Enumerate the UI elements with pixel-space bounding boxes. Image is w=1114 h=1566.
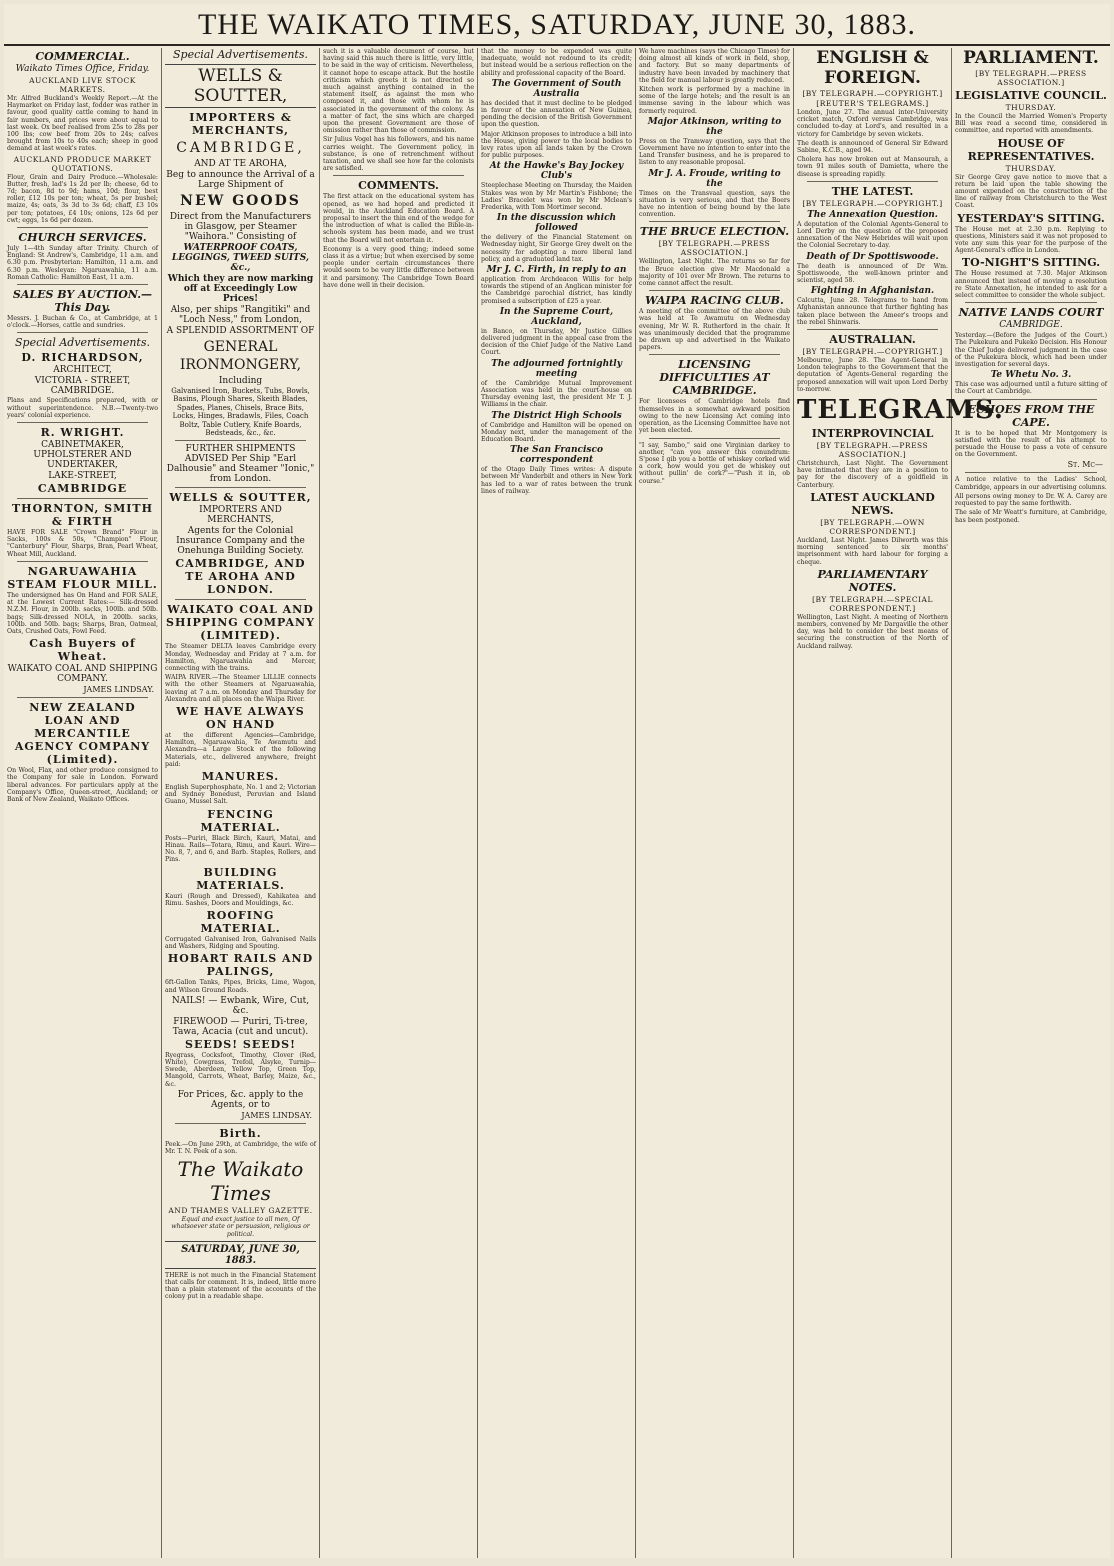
parliament-heading: PARLIAMENT. — [963, 48, 1099, 68]
divider — [649, 290, 780, 291]
firm2-town: CAMBRIDGE, AND TE AROHA AND LONDON. — [175, 557, 306, 597]
machines-text-2: Kitchen work is performed by a machine in some of the large hotels; and the result is an immense saving in the labour which was formerly required. — [639, 86, 790, 115]
afghanistan-heading: Fighting in Afghanistan. — [810, 286, 935, 297]
column-2 — [162, 48, 320, 1558]
nz-loan-text: On Wool, Flax, and other produce consigned to the Company for sale in London. Forward liberal advances. For particulars apply at the Company's Office, Queen-street, Auckland; or Bank of New Zealand, Waikato Offices. — [7, 767, 158, 803]
english-foreign-heading: ENGLISH & FOREIGN. — [816, 48, 929, 88]
wright-address: LAKE-STREET, — [48, 471, 117, 482]
annexation-text: A deputation of the Colonial Agents-General to Lord Derby on the question of the proposed annexation of the New Hebrides will wait upon the Colonial Secretary to-day. — [797, 220, 948, 250]
produce-report: Flour, Grain and Dairy Produce.—Wholesale: Butter, fresh, lad's 1s 2d per lb; cheese, 6d to 7d; bacon, 8d to 9d; hams, 10d; flour, best roller, £12 10s per ton; wheat, 5s per bushel; maize, 4s; oats, 3s 3d to 3s 6d; chaff, £3 10s per ton; potatoes, £4 10s; onions, 12s 6d per cwt; eggs, 1s 6d per dozen. — [7, 173, 158, 224]
auckland-news-heading: LATEST AUCKLAND NEWS. — [810, 490, 935, 517]
interprovincial-byline: [BY TELEGRAPH.—PRESS ASSOCIATION.] — [816, 441, 929, 460]
prices-line: For Prices, &c. apply to the Agents, or to — [177, 1089, 304, 1110]
on-hand-heading: WE HAVE ALWAYS ON HAND — [176, 705, 305, 732]
spottiswoode-text: The death is announced of Dr Wm. Spottiswoode, the well-known printer and scientist, aged 58. — [797, 262, 948, 285]
council-heading: LEGISLATIVE COUNCIL. — [955, 89, 1107, 102]
supreme-court-text: in Banco, on Thursday, Mr Justice Gillies delivered judgment in the appeal case from the decision of the Chief Judge of the Native Land Court. — [481, 327, 632, 357]
column-6 — [794, 48, 1004, 1558]
divider — [807, 329, 938, 330]
divider — [17, 332, 148, 333]
building-heading: BUILDING MATERIALS. — [196, 865, 285, 892]
licensing-heading: LICENSING DIFFICULTIES AT CAMBRIDGE. — [659, 358, 770, 398]
divider — [175, 440, 306, 441]
native-lands-subheading: CAMBRIDGE. — [999, 320, 1063, 331]
editorial-lead: THERE is not much in the Financial Statement that calls for comment. It is, indeed, little more than a plain statement of the accounts of the colony put in a readable shape. — [165, 1271, 316, 1301]
roofing-text: Corrugated Galvanised Iron, Galvanised Nails and Washers, Ridging and Spouting. — [165, 935, 316, 951]
latest-byline: [BY TELEGRAPH.—COPYRIGHT.] — [802, 198, 943, 208]
column-7 — [952, 48, 1110, 1558]
fencing-heading: FENCING MATERIAL. — [200, 807, 281, 834]
church-text: July 1—4th Sunday after Trinity. Church of England: St Andrew's, Cambridge, 11 a.m. and 6.30 p.m. Presbyterian: Hamilton, 11 a.m. and 6.30 p.m. Wesleyan: Ngaruawahia, 11 a.m. Roman Catholic: Hamilton East, 11 a.m. — [7, 245, 158, 281]
seeds-text: Ryegrass, Cocksfoot, Timothy, Clover (Red, White), Cowgrass, Trefoil, Alsyke, Turnip—Swede, Aberdeen, Yellow Top, Green Top, Mangold, Carrots, Wheat, Barley, Maize, &c., &c. — [165, 1051, 316, 1088]
echoes-heading: ECHOES FROM THE CAPE. — [967, 402, 1095, 429]
comments-text-2: Economy is a very good thing; indeed some class it as a virtue; but when exercised by some people under certain circumstances there would seem to be very little difference between it and parsimony. The Cambridge Town Board have done well in their decision. — [323, 245, 474, 289]
ironmongery-line: GENERAL IRONMONGERY, — [179, 339, 302, 373]
newspaper-title: THE WAIKATO TIMES, SATURDAY, JUNE 30, 1883. — [197, 8, 917, 41]
divider — [17, 227, 148, 228]
divider — [17, 498, 148, 499]
tonight-heading: TO-NIGHT'S SITTING. — [961, 256, 1101, 270]
special-ads-heading: Special Advertisements. — [15, 336, 150, 350]
south-australia-heading: The Government of South Australia — [491, 78, 622, 99]
fencing-text: Posts—Puriri, Black Birch, Kauri, Matai, and Hinau. Rails—Totara, Rimu, and Kauri. Wire—No. 8, 7, and 6, and Barb. Staples, Rollers, and Pins. — [165, 834, 316, 864]
echoes-text: It is to be hoped that Mr Montgomery is satisfied with the result of his attempt to persuade the House to pass a vote of censure on the Government. — [955, 429, 1107, 459]
divider — [175, 487, 306, 488]
masthead — [4, 4, 1110, 46]
waipa-river-text: WAIPA RIVER.—The Steamer LILLIE connects with the other Steamers at Ngaruawahia, leaving at 7 a.m. on Monday and Thursday for Alexandra and all places on the Waipa River. — [165, 674, 316, 703]
shipping-text: The Steamer DELTA leaves Cambridge every Monday, Wednesday and Friday at 7 a.m. for Hamilton, Ngaruawahia and Mercer, connecting with the trains. — [165, 643, 316, 673]
divider — [965, 302, 1097, 303]
richardson-title: ARCHITECT, — [53, 365, 112, 376]
adjourned-text: of the Cambridge Mutual Improvement Association was held in the court-house on Thursday evening last, the president Mr T. J. Williams in the chair. — [481, 379, 632, 409]
froude-heading: Mr J. A. Froude, writing to the — [648, 168, 781, 189]
adjourned-heading: The adjourned fortnightly meeting — [491, 358, 622, 379]
house-day: THURSDAY. — [1005, 163, 1057, 173]
firm-title: IMPORTERS & MERCHANTS, — [189, 111, 292, 137]
australian-heading: AUSTRALIAN. — [829, 333, 916, 347]
shipping-company: WAIKATO COAL AND SHIPPING COMPANY (LIMITED). — [166, 603, 315, 643]
clothing-line: WATERPROOF COATS, LEGGINGS, TWEED SUITS, &c., — [171, 243, 310, 273]
cash-signoff: JAMES LINDSAY. — [83, 685, 154, 695]
divider — [17, 697, 148, 698]
divider — [175, 599, 306, 600]
te-whetu-heading: Te Whetu No. 3. — [990, 370, 1072, 381]
lindsay-signoff: JAMES LINDSAY. — [241, 1110, 312, 1120]
thornton-name: THORNTON, SMITH & FIRTH — [12, 502, 153, 529]
council-day: THURSDAY. — [1005, 103, 1057, 112]
arrival-notice: Beg to announce the Arrival of a Large Shipment of — [166, 170, 315, 190]
ngaruawahia-text: The undersigned has On Hand and FOR SALE, at the Lowest Current Rates:— Silk-dressed N.Z.M. Flour, in 200lb. sacks, 100lb. and 50lb. bags; Silk-dressed NOLA, in 200lb. sacks, 100lb. and 50lb. bags; Sharps, Bran, Oatmeal, Oats, Crushed Oats, Fowl Feed. — [7, 591, 158, 635]
divider — [649, 354, 780, 355]
australian-text: Melbourne, June 28. The Agent-General in London telegraphs to the Government that the deputation of Agents-General regarding the proposed annexation will wait upon Lord Derby to-morrow. — [797, 357, 948, 393]
afghanistan-text: Calcutta, June 28. Telegrams to hand from Afghanistan announce that further fighting has taken place between the Ameer's troops and the rebel Shinwaris. — [797, 297, 948, 326]
hawkes-bay-text: Steeplechase Meeting on Thursday, the Maiden Stakes was won by Mr Martin's Fishbone; the Ladies' Bracelet was won by Mr Mclean's Frederika, with Tom Mortimer second. — [481, 182, 632, 212]
cholera-text: Cholera has now broken out at Mansourah, a town 91 miles south of Damietta, where the disease is spreading rapidly. — [797, 156, 948, 178]
richardson-name: D. RICHARDSON, — [21, 351, 144, 365]
church-heading: CHURCH SERVICES. — [18, 231, 147, 245]
cash-company: WAIKATO COAL AND SHIPPING COMPANY. — [7, 664, 158, 685]
divider — [17, 422, 148, 423]
board-text: that the money to be expended was quite inadequate, would not redound to its credit; but instead would be a serious reflection on the ability and professional capacity of the Board. — [481, 48, 632, 77]
sales-text: Messrs. J. Buchan & Co., at Cambridge, at 1 o'clock.—Horses, cattle and sundries. — [7, 315, 158, 330]
firm2-name: WELLS & SOUTTER, — [169, 491, 312, 505]
interprovincial-text: Christchurch, Last Night. The Government have intimated that they are in a position to pay for the discovery of a goldfield in Canterbury. — [797, 460, 948, 489]
column-1 — [4, 48, 162, 1558]
sabine-text: The death is announced of General Sir Edward Sabine, K.C.B., aged 94. — [797, 139, 948, 155]
divider — [17, 561, 148, 562]
atkinson-letter-text: Press on the Tramway question, says that the Government have no intention to enter into the Land Transfer business, and he is prepared to listen to any reasonable proposal. — [639, 137, 790, 167]
waipa-racing-text: A meeting of the committee of the above club was held at Te Awamutu on Wednesday evening, Mr W. R. Rutherford in the chair. It was unanimously decided that the programme be drawn up and advertised in the Waikato papers. — [639, 308, 790, 352]
market-heading: AUCKLAND LIVE STOCK MARKETS. — [29, 76, 136, 94]
direct-notice: Direct from the Manufacturers in Glasgow, per Steamer "Waihora." Consisting of — [169, 212, 312, 242]
bruce-election-text: Wellington, Last Night. The returns so far for the Bruce election give Mr Macdonald a majority of 101 over Mr Brown. The returns to come cannot affect the result. — [639, 258, 790, 288]
bruce-election-heading: THE BRUCE ELECTION. — [639, 225, 790, 239]
divider — [965, 399, 1097, 400]
parliamentary-notes-text: Wellington, Last Night. A meeting of Northern members, convened by Mr Dargaville the other day, was held to consider the best means of securing the construction of the North of Auckland railway. — [797, 613, 948, 650]
firm2-agents: Agents for the Colonial Insurance Company and the Onehunga Building Society. — [176, 526, 305, 557]
te-whetu-text: This case was adjourned until a future sitting of the Court at Cambridge. — [955, 381, 1107, 396]
editorial-body: such it is a valuable document of course, but having said this much there is little, very little, to be said in the way of criticism. Nevertheless, it cannot hope to escape attack. But the hostile criticism which greets it is not directed so much against anything contained in the statement itself, as against the men who composed it, and those with whom he is associated in the government of the colony. As a matter of fact, the sins which are charged upon the present Government are those of omission rather than those of commission. — [323, 48, 474, 135]
reuters-byline: [REUTER'S TELEGRAMS.] — [816, 99, 929, 108]
further-shipments: FURTHER SHIPMENTS ADVISED Per Ship "Earl Dalhousie" and Steamer "Ionic," from London. — [166, 444, 315, 485]
nz-loan-name: NEW ZEALAND LOAN AND MERCANTILE AGENCY COMPANY (Limited). — [14, 701, 151, 767]
auckland-news-byline: [BY TELEGRAPH.—OWN CORRESPONDENT.] — [820, 517, 925, 536]
divider — [17, 284, 148, 285]
editorial-date: SATURDAY, JUNE 30, 1883. — [165, 1241, 316, 1269]
divider — [175, 1123, 306, 1124]
divider — [333, 175, 464, 176]
licensing-text: For licensees of Cambridge hotels find themselves in a somewhat awkward position owing to the new Licensing Act coming into operation, as the Licensing Committee have not yet been elected. — [639, 398, 790, 435]
editorial-body-2: Sir Julius Vogel has his followers, and his name carries weight. The Government policy, in substance, is one of retrenchment without taxation, and we shall see how far the colonists are satisfied. — [323, 136, 474, 173]
firm-name: WELLS & SOUTTER, — [165, 64, 316, 108]
yesterday-heading: YESTERDAY'S SITTING. — [957, 211, 1105, 225]
parliament-byline: [BY TELEGRAPH.—PRESS ASSOCIATION.] — [975, 69, 1087, 87]
annexation-heading: The Annexation Question. — [807, 209, 938, 220]
machines-text: We have machines (says the Chicago Times) for doing almost all kinds of work in field, shop, and factory. But so many departments of industry have been invaded by machinery that the field for manual labour is greatly reduced. — [639, 48, 790, 84]
san-francisco-heading: The San Francisco correspondent — [510, 445, 603, 466]
ladies-school-notice: A notice relative to the Ladies' School, Cambridge, appears in our advertising columns. — [955, 476, 1107, 491]
special-ads-heading: Special Advertisements. — [173, 48, 308, 61]
richardson-address: VICTORIA - STREET, CAMBRIDGE. — [34, 376, 131, 397]
discussion-text: the delivery of the Financial Statement on Wednesday night, Sir George Grey dwelt on the necessity for adopting a more liberal land policy, and a graduated land tax. — [481, 234, 632, 263]
schools-heading: The District High Schools — [491, 410, 622, 421]
council-text: In the Council the Married Women's Property Bill was read a second time, considered in committee, and reported with amendments. — [955, 113, 1107, 135]
on-hand-text: at the different Agencies—Cambridge, Hamilton, Ngaruawahia, Te Awamutu and Alexandra—a Large Stock of the following Materials, etc., delivered anywhere, freight paid: — [165, 732, 316, 768]
hobart-text: 6ft-Gallon Tanks, Pipes, Bricks, Lime, Wagon, and Wilson Ground Roads. — [165, 979, 316, 994]
columns — [4, 48, 1110, 1558]
divider — [649, 221, 780, 222]
ngaruawahia-name: NGARUAWAHIA STEAM FLOUR MILL. — [7, 564, 158, 591]
cricket-text: London, June 27. The annual inter-University cricket match, Oxford versus Cambridge, was concluded to-day at Lord's, and resulted in a victory for Cambridge by seven wickets. — [797, 109, 948, 138]
roofing-heading: ROOFING MATERIAL. — [200, 908, 281, 935]
richardson-text: Plans and Specifications prepared, with or without superintendence. N.B.—Twenty-two years' colonial experience. — [7, 397, 158, 419]
carey-notice: All persons owing money to Dr. W. A. Carey are requested to pay the same forthwith. — [955, 492, 1107, 508]
schools-text: of Cambridge and Hamilton will be opened on Monday next, under the management of the Education Board. — [481, 421, 632, 443]
house-text: Sir George Grey gave notice to move that a return be laid upon the table showing the amount expended on the construction of the line of railway from Christchurch to the West Coast. — [955, 173, 1107, 210]
echoes-signoff: St. Mc— — [1067, 460, 1103, 470]
assortment-line: A SPLENDID ASSORTMENT OF — [166, 326, 315, 336]
interprovincial-heading: INTERPROVINCIAL — [811, 427, 934, 441]
comments-heading: COMMENTS. — [358, 179, 439, 193]
ships-line: Also, per ships "Rangitiki" and "Loch Ness," from London, — [170, 305, 311, 325]
parliamentary-notes-heading: PARLIAMENTARY NOTES. — [817, 567, 928, 594]
sambo-anecdote: "I say, Sambo," said one Virginian darkey to another, "can you answer this conundrum: S'pose I gib you a bottle of whiskey corked wid a cork, how would you get de whiskey out without pullin' de cork?"—"Push it in, ob course." — [639, 441, 790, 485]
telegrams-heading: TELEGRAMS. — [797, 395, 1004, 426]
produce-heading: AUCKLAND PRODUCE MARKET QUOTATIONS. — [13, 154, 152, 173]
firewood-line: FIREWOOD — Puriri, Ti-tree, Tawa, Acacia (cut and uncut). — [172, 1016, 309, 1037]
auckland-news-text: Auckland, Last Night. James Dilworth was this morning sentenced to six months' imprisonment with hard labour for forging a cheque. — [797, 536, 948, 566]
australian-byline: [BY TELEGRAPH.—COPYRIGHT.] — [802, 347, 943, 357]
wright-name: R. WRIGHT. — [40, 426, 125, 440]
ironmongery-items: Galvanised Iron, Buckets, Tubs, Bowls, Basins, Plough Shares, Skeith Blades, Spades, Planes, Chisels, Brace Bits, Locks, Hinges, Bradawls, Files, Coach Boltz, Table Cutlery, Knife Boards, Bedsteads, &c., &c. — [171, 387, 310, 438]
divider — [807, 181, 938, 182]
parliamentary-notes-byline: [BY TELEGRAPH.—SPECIAL CORRESPONDENT.] — [812, 594, 933, 613]
native-lands-heading: NATIVE LANDS COURT — [958, 306, 1104, 320]
birth-text: Peek.—On June 29th, at Cambridge, the wife of Mr. T. N. Peek of a son. — [165, 1140, 316, 1155]
manures-heading: MANURES. — [201, 770, 280, 784]
clearing-line: Which they are now marking off at Exceedingly Low Prices! — [167, 274, 314, 304]
paper-subtitle: AND THAMES VALLEY GAZETTE. — [168, 1206, 313, 1216]
native-lands-text: Yesterday.—(Before the Judges of the Court.) The Pukekura and Pukeko Decision. His Honour the Chief Judge delivered judgment in the case of the Pukekura block, which had been under investigation for several days. — [955, 332, 1107, 369]
hobart-heading: HOBART RAILS AND PALINGS, — [167, 952, 314, 979]
column-5 — [636, 48, 794, 1558]
firth-text: application from Archdeacon Willis for help towards the stipend of an Anglican minister for the Cambridge parochial district, has kindly promised a subscription of £25 a year. — [481, 276, 632, 305]
house-heading: HOUSE OF REPRESENTATIVES. — [967, 136, 1095, 163]
atkinson-letter-heading: Major Atkinson, writing to the — [647, 116, 782, 137]
english-foreign-byline: [BY TELEGRAPH.—COPYRIGHT.] — [802, 89, 943, 98]
thornton-text: HAVE FOR SALE "Crown Brand" Flour in Sacks, 100s & 50s, "Champion" Flour, "Canterbury" Flour, Sharps, Bran, Pearl Wheat, Wheat Mill, Auckland. — [7, 529, 158, 558]
new-goods: NEW GOODS — [180, 193, 301, 209]
south-australia-text: has decided that it must decline to be pledged in favour of the annexation of New Guinea, pending the decision of the British Government upon the question. — [481, 99, 632, 129]
firm-town: CAMBRIDGE, — [176, 140, 305, 156]
waipa-racing-heading: WAIPA RACING CLUB. — [645, 294, 784, 308]
divider — [965, 472, 1097, 473]
wright-title: CABINETMAKER, UPHOLSTERER AND UNDERTAKER, — [33, 440, 132, 471]
market-report: Mr. Alfred Buckland's Weekly Report.—At the Haymarket on Friday last, fodder was rather in favour, good quality cattle coming to hand in fair numbers, and prices were about equal to last week. Ox beef realised from 25s to 28s per 100 lbs; cow beef from 20s to 24s; calves brought from 10s to 40s each; sheep in good demand at last week's rates. — [7, 95, 158, 153]
commercial-subheading: Waikato Times Office, Friday. — [15, 64, 150, 74]
atkinson-text: Major Atkinson proposes to introduce a bill into the House, giving power to the local bodies to levy rates upon all lands taken by the Crown for public purposes. — [481, 130, 632, 160]
firm2-title: IMPORTERS AND MERCHANTS, — [199, 505, 282, 526]
seeds-heading: SEEDS! SEEDS! — [185, 1037, 296, 1051]
manures-text: English Superphosphate, No. 1 and 2; Victorian and Sydney Bonedust, Peruvian and Island Guano, Mussel Salt. — [165, 784, 316, 806]
paper-title: The Waikato Times — [177, 1157, 304, 1206]
nails-line: NAILS! — Ewbank, Wire, Cut, &c. — [171, 995, 310, 1016]
building-text: Kauri (Rough and Dressed), Kahikatea and Rimu. Sashes, Doors and Mouldings, &c. — [165, 892, 316, 907]
cash-heading: Cash Buyers of Wheat. — [29, 637, 136, 664]
divider — [649, 438, 780, 439]
column-4 — [478, 48, 636, 1558]
supreme-court-heading: In the Supreme Court, Auckland, — [499, 306, 614, 327]
wright-town: CAMBRIDGE — [37, 482, 128, 496]
column-3 — [320, 48, 478, 1558]
including-line: Including — [218, 376, 263, 386]
commercial-heading: COMMERCIAL. — [35, 50, 130, 63]
yesterday-text: The House met at 2.30 p.m. Replying to questions, Ministers said it was not proposed to vote any sum this year for the purpose of the Agent-General's office in London. — [955, 225, 1107, 255]
discussion-heading: In the discussion which followed — [496, 213, 617, 234]
bruce-election-byline: [BY TELEGRAPH.—PRESS ASSOCIATION.] — [658, 239, 771, 258]
paper-motto: Equal and exact justice to all men, Of whatsoever state or persuasion, religious or political. — [171, 1216, 310, 1238]
hawkes-bay-heading: At the Hawke's Bay Jockey Club's — [489, 161, 624, 182]
tonight-text: The House resumed at 7.30. Major Atkinson announced that instead of moving a resolution re State Annexation, he intended to ask for a select committee to consider the whole subject. — [955, 270, 1107, 300]
spottiswoode-heading: Death of Dr Spottiswoode. — [806, 251, 939, 262]
newspaper-page — [4, 4, 1110, 1558]
froude-text: Times on the Transvaal question, says the situation is very serious, and that the Boers have no intention of being bound by the late convention. — [639, 189, 790, 219]
firth-heading: Mr J. C. Firth, in reply to an — [486, 265, 627, 276]
firm-branch: AND AT TE AROHA, — [194, 159, 287, 169]
furniture-sale-notice: The sale of Mr Weatt's furniture, at Cambridge, has been postponed. — [955, 509, 1107, 524]
comments-text: The first attack on the educational system has opened, as we had hoped and predicted it would, in the Auckland Education Board. A proposal to insert the thin end of the wedge for the introduction of what is called the Bible-in-schools system has been made, and we trust that the Board will not entertain it. — [323, 193, 474, 244]
san-francisco-text: of the Otago Daily Times writes: A dispute between Mr Vanderbilt and others in New York has led to a war of rates between the trunk lines of railway. — [481, 466, 632, 495]
sales-heading: SALES BY AUCTION.—This Day. — [12, 288, 153, 315]
birth-heading: Birth. — [219, 1126, 262, 1140]
latest-heading: THE LATEST. — [831, 184, 914, 198]
